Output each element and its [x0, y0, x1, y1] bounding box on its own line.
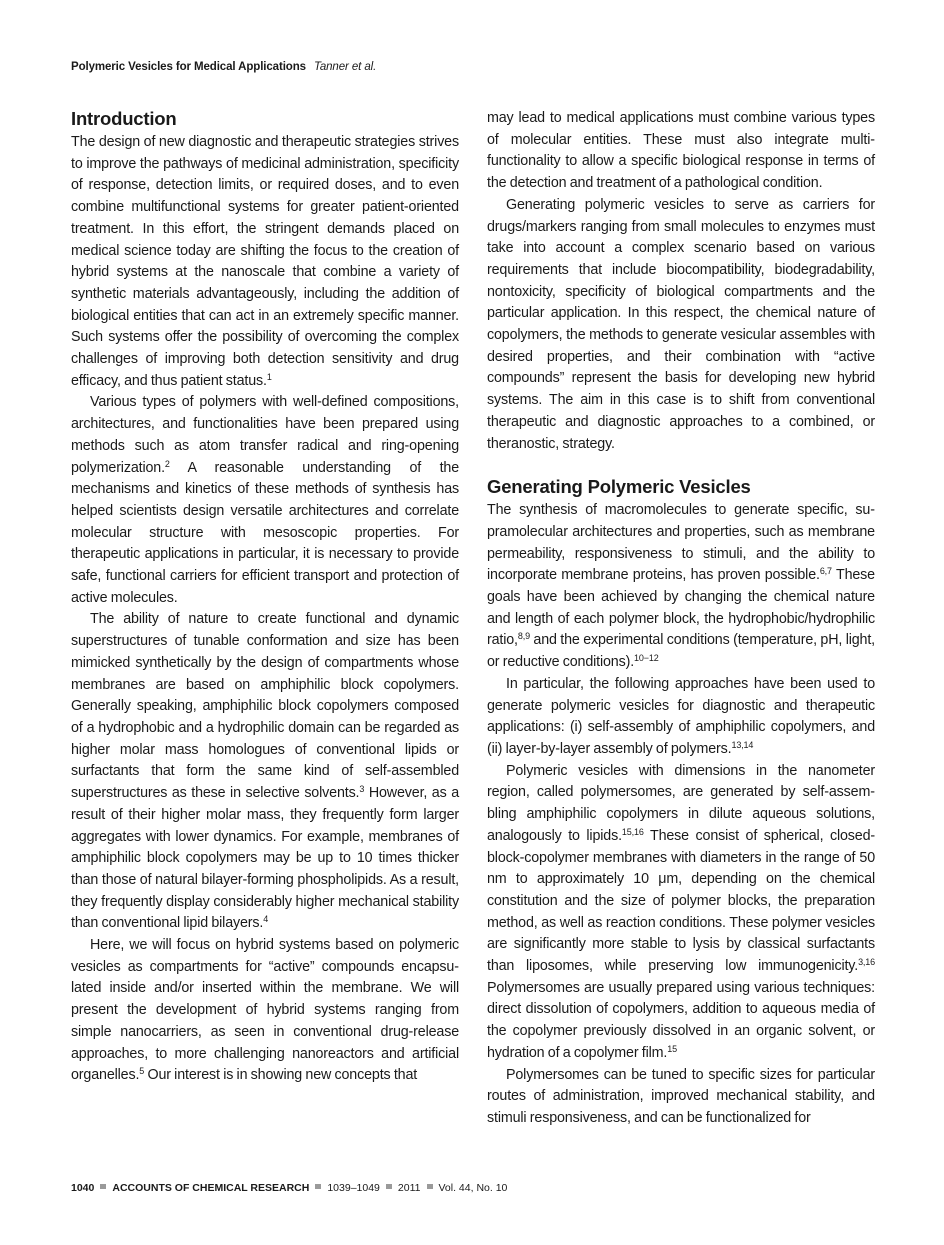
separator-square-icon: [100, 1184, 106, 1189]
citation-superscript: 4: [263, 914, 269, 925]
citation-superscript: 8,9: [517, 631, 530, 642]
citation-superscript: 5: [139, 1066, 145, 1077]
text-run: A reasonable understanding of the mechanisms and kinetics of these methods of synthesis has helped scientists design versatile architectures and correlate molecular structure with mesoscopic properties. For therapeutic applications in particular, it is necessary to provide safe, functional carriers for efficient transport and protection of active molecules.: [71, 459, 459, 606]
citation-superscript: 10−12: [634, 653, 659, 664]
citation-superscript: 1: [266, 371, 272, 382]
page-number: 1040: [71, 1182, 95, 1194]
text-run: In particular, the following approaches have been used to generate polymeric vesicles for diagnostic and therapeutic applications: (i) self-assembly of amphiphilic copolymers, and (ii) layer-by-layer assembly of polymers.: [487, 675, 875, 757]
running-head-authors: Tanner et al.: [313, 61, 377, 73]
citation-superscript: 15: [667, 1043, 677, 1054]
text-run: The ability of nature to create functional and dynamic superstructures of tunable conformation and size has been mimicked synthetically by the design of compartments whose membranes are based on amphiphilic block copolymers. Generally speaking, amphiphilic block copolymers composed of a hydrophobic and a hydrophilic domain can be regarded as higher molar mass homologues of conventional lipids or surfactants that form the same kind of self-assembled superstructures as these in selective solvents.: [71, 611, 459, 802]
text-run: Polymersomes can be tuned to specific sizes for particular routes of administration, improved mechanical stability, and stimuli responsiveness, and can be functionalized for: [487, 1066, 875, 1126]
running-head-title: Polymeric Vesicles for Medical Applications: [71, 61, 306, 73]
paragraph: [487, 500, 875, 674]
paragraph: [487, 761, 875, 1065]
separator-square-icon: [427, 1184, 433, 1189]
separator-square-icon: [386, 1184, 392, 1189]
right-column: [487, 108, 875, 1130]
text-run: Polymersomes are usually prepared using various techniques: direct dissolution of copolymers, addition to aqueous media of the copolymer previously dissolved in an organic solvent, or hydration of a copolymer film.: [487, 979, 875, 1061]
section-heading-introduction: Introduction: [71, 108, 177, 129]
text-run: and the experimental conditions (temperature, pH, light, or reductive conditions).: [487, 632, 875, 671]
citation-superscript: 3,16: [858, 957, 875, 968]
running-head: [71, 61, 376, 73]
page-range: 1039–1049: [327, 1182, 380, 1194]
citation-superscript: 2: [164, 458, 170, 469]
paragraph: [487, 1065, 875, 1130]
separator-square-icon: [315, 1184, 321, 1189]
paragraph: [71, 392, 459, 609]
paragraph: [71, 935, 459, 1087]
paragraph: [487, 108, 875, 195]
text-run: may lead to medical applications must combine various types of molecular entities. These must also integrate multifunctionality to allow a specific biological response in terms of the detection and treatment of a pathological condition.: [487, 110, 875, 192]
text-run: Generating polymeric vesicles to serve as carriers for drugs/markers ranging from small molecules to enzymes must take into account a complex scenario based on various requirements that include biocompatibility, biodegradability, nontoxicity, specificity of biological compartments and the particular application. In this respect, the chemical nature of copolymers, the methods to generate vesicular assembles with desired properties, and their combination with “active compounds” represent the basis for developing new hybrid systems. The aim in this case is to shift from conventional therapeutic and diagnostic approaches to a combined, or theranostic, strategy.: [487, 196, 875, 452]
journal-name: ACCOUNTS OF CHEMICAL RESEARCH: [112, 1182, 310, 1194]
text-run: The synthesis of macromolecules to generate specific, supramolecular architectures and properties, such as membrane permeability, responsiveness to stimuli, and the ability to incorporate membrane proteins, has proven possible.: [487, 502, 875, 584]
paragraph: [71, 132, 459, 392]
text-run: These goals have been achieved by changing the chemical nature and length of each polymer block, the hydrophobic/hydrophilic ratio,: [487, 567, 875, 649]
citation-superscript: 15,16: [621, 826, 644, 837]
volume-issue: Vol. 44, No. 10: [438, 1182, 508, 1194]
text-run: The design of new diagnostic and therapeutic strategies strives to improve the pathways of medicinal administration, specificity of response, detection limits, or required doses, and to even combine multifunctional systems for greater patient-oriented treatment. In this effort, the stringent demands placed on medical science today are shifting the focus to the creation of hybrid systems at the nanoscale that combine a variety of synthetic materials advantageously, including the addition of biological entities that can act in an extremely specific manner. Such systems offer the possibility of overcoming the complex challenges of improving both detection sensitivity and drug efficacy, and thus patient status.: [71, 134, 459, 389]
citation-superscript: 6,7: [819, 566, 832, 577]
paragraph: [487, 195, 875, 455]
text-run: Our interest is in showing new concepts that: [144, 1067, 418, 1084]
left-column: [71, 106, 459, 1087]
text-run: Here, we will focus on hybrid systems based on polymeric vesicles as compartments for “active” compounds encapsulated inside and/or inserted within the membrane. We will present the development of hybrid systems ranging from simple nanocarriers, as seen in conventional drug-release approaches, to more challenging nanoreactors and artificial organelles.: [71, 937, 459, 1084]
publication-year: 2011: [397, 1182, 421, 1194]
section-heading-generating-polymeric-vesicles: Generating Polymeric Vesicles: [487, 476, 751, 498]
citation-superscript: 3: [359, 784, 365, 795]
paragraph: [71, 609, 459, 935]
text-run: These consist of spherical, closed-block-copolymer membranes with diameters in the range of 50 nm to approximately 10 μm, depending on the chemical constitution and the size of polymer blocks, the preparation method, as well as reaction conditions. These polymer vesicles are significantly more stable to lysis by classical surfactants than liposomes, while preserving low immunogenicity.: [487, 827, 875, 975]
page-footer: [71, 1182, 507, 1194]
text-run: Polymeric vesicles with dimensions in the nanometer region, called polymersomes, are generated by self-assembling amphiphilic copolymers in dilute aqueous solutions, analogously to lipids.: [487, 762, 875, 844]
text-run: Various types of polymers with well-defined compositions, architectures, and functionalities have been prepared using methods such as atom transfer radical and ring-opening polymerization.: [71, 394, 459, 476]
paragraph: [487, 674, 875, 761]
citation-superscript: 13,14: [731, 739, 754, 750]
text-run: However, as a result of their higher molar mass, they frequently form larger aggregates with lower dynamics. For example, membranes of amphiphilic block copolymers may be up to 10 times thicker than those of natural bilayer-forming phospholipids. As a result, they frequently display considerably higher mechanical stability than conventional lipid bilayers.: [71, 785, 459, 932]
